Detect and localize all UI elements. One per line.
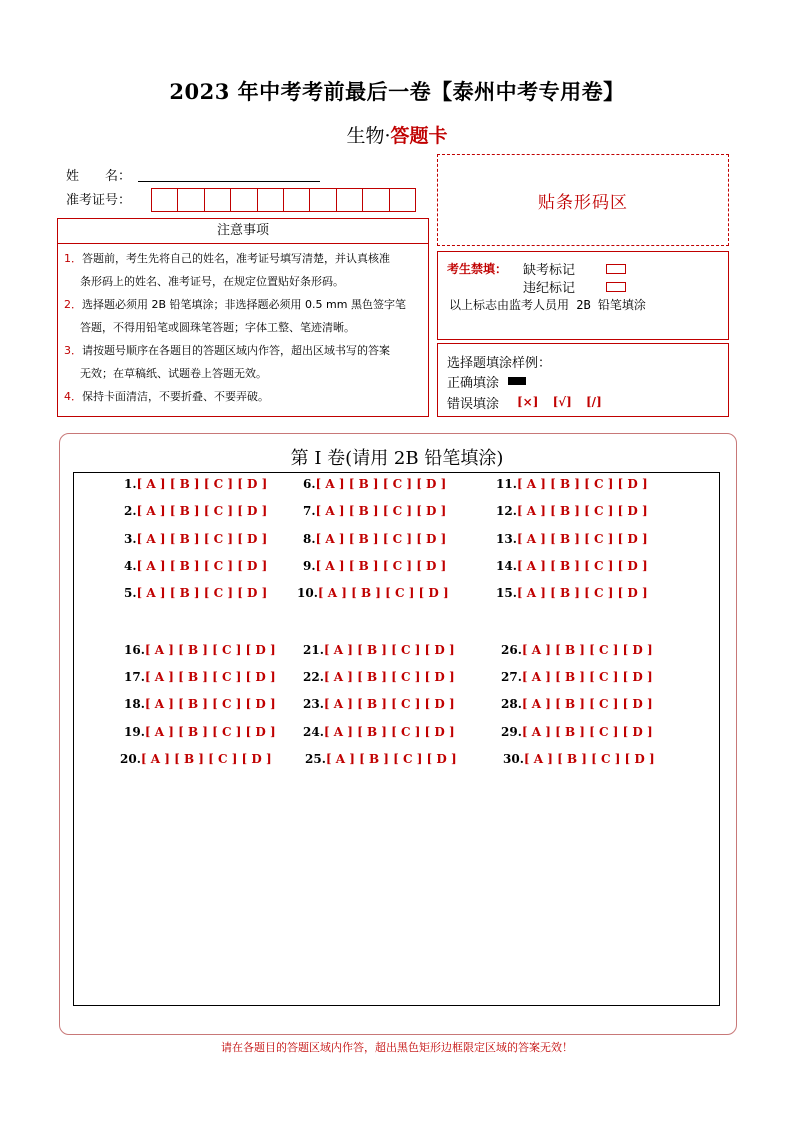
question-item[interactable] bbox=[124, 670, 276, 684]
answer-options[interactable]: [ A ] [ B ] [ C ] [ D ] bbox=[136, 477, 268, 491]
id-cell[interactable] bbox=[389, 188, 416, 212]
correct-fill-mark bbox=[508, 377, 526, 385]
id-number-grid[interactable] bbox=[151, 188, 416, 212]
question-item[interactable] bbox=[305, 752, 457, 766]
answer-options[interactable]: [ A ] [ B ] [ C ] [ D ] bbox=[136, 532, 268, 546]
question-item[interactable] bbox=[124, 725, 276, 739]
question-number: 24. bbox=[303, 725, 324, 739]
id-cell[interactable] bbox=[151, 188, 178, 212]
notice-text: 保持卡面清洁，不要折叠、不要弄破。 bbox=[82, 390, 269, 403]
notice-text: 答题，不得用铅笔或圆珠笔答题；字体工整、笔迹清晰。 bbox=[80, 321, 355, 334]
question-item[interactable] bbox=[496, 532, 648, 546]
violation-mark-label: 违纪标记 bbox=[523, 281, 576, 296]
notice-text: 条形码上的姓名、准考证号，在规定位置贴好条形码。 bbox=[80, 275, 344, 288]
answer-options[interactable]: [ A ] [ B ] [ C ] [ D ] bbox=[521, 670, 653, 684]
question-number: 6. bbox=[303, 477, 316, 491]
question-item[interactable] bbox=[303, 643, 455, 657]
question-item[interactable] bbox=[496, 504, 648, 518]
answer-options[interactable]: [ A ] [ B ] [ C ] [ D ] bbox=[516, 586, 648, 600]
answer-options[interactable]: [ A ] [ B ] [ C ] [ D ] bbox=[325, 752, 457, 766]
answer-options[interactable]: [ A ] [ B ] [ C ] [ D ] bbox=[144, 725, 276, 739]
question-number: 26. bbox=[501, 643, 522, 657]
question-item[interactable] bbox=[303, 477, 446, 491]
answer-options[interactable]: [ A ] [ B ] [ C ] [ D ] bbox=[323, 670, 455, 684]
notice-text: 选择题必须用 2B 铅笔填涂；非选择题必须用 0.5 mm 黑色签字笔 bbox=[82, 298, 406, 311]
notice-item bbox=[64, 339, 424, 385]
answer-options[interactable]: [ A ] [ B ] [ C ] [ D ] bbox=[315, 559, 447, 573]
question-number: 21. bbox=[303, 643, 324, 657]
id-cell[interactable] bbox=[204, 188, 231, 212]
answer-options[interactable]: [ A ] [ B ] [ C ] [ D ] bbox=[144, 643, 276, 657]
notice-item bbox=[64, 385, 424, 408]
question-item[interactable] bbox=[124, 643, 276, 657]
question-item[interactable] bbox=[120, 752, 272, 766]
answer-options[interactable]: [ A ] [ B ] [ C ] [ D ] bbox=[516, 559, 648, 573]
answer-options[interactable]: [ A ] [ B ] [ C ] [ D ] bbox=[516, 532, 648, 546]
question-number: 9. bbox=[303, 559, 316, 573]
id-cell[interactable] bbox=[309, 188, 336, 212]
question-number: 30. bbox=[503, 752, 524, 766]
notice-num: 3． bbox=[64, 344, 82, 357]
question-item[interactable] bbox=[303, 697, 455, 711]
question-item[interactable] bbox=[124, 697, 276, 711]
answer-options[interactable]: [ A ] [ B ] [ C ] [ D ] bbox=[315, 477, 447, 491]
notice-text: 答题前，考生先将自己的姓名，准考证号填写清楚，并认真核准 bbox=[82, 252, 390, 265]
notice-num: 4． bbox=[64, 390, 82, 403]
section-title: 第 I 卷(请用 2B 铅笔填涂) bbox=[290, 448, 504, 469]
answer-options[interactable]: [ A ] [ B ] [ C ] [ D ] bbox=[315, 504, 447, 518]
name-label: 姓 名： bbox=[66, 169, 132, 184]
question-number: 8. bbox=[303, 532, 316, 546]
notice-title: 注意事项 bbox=[57, 218, 429, 244]
question-item[interactable] bbox=[303, 559, 446, 573]
question-item[interactable] bbox=[124, 559, 267, 573]
answer-options[interactable]: [ A ] [ B ] [ C ] [ D ] bbox=[521, 725, 653, 739]
question-number: 5. bbox=[124, 586, 137, 600]
name-field[interactable] bbox=[138, 181, 320, 182]
wrong-fill-marks: [×] [√] [/] bbox=[517, 395, 602, 409]
answer-options[interactable]: [ A ] [ B ] [ C ] [ D ] bbox=[516, 477, 648, 491]
page-title: 2023 年中考考前最后一卷【泰州中考专用卷】 bbox=[169, 79, 625, 104]
answer-options[interactable]: [ A ] [ B ] [ C ] [ D ] bbox=[140, 752, 272, 766]
answer-options[interactable]: [ A ] [ B ] [ C ] [ D ] bbox=[323, 643, 455, 657]
question-item[interactable] bbox=[501, 697, 653, 711]
id-label: 准考证号： bbox=[66, 193, 132, 208]
question-number: 28. bbox=[501, 697, 522, 711]
notice-text: 无效；在草稿纸、试题卷上答题无效。 bbox=[80, 367, 267, 380]
fill-sample-title: 选择题填涂样例： bbox=[447, 356, 552, 371]
question-number: 20. bbox=[120, 752, 141, 766]
question-number: 18. bbox=[124, 697, 145, 711]
proctor-title: 考生禁填： bbox=[447, 262, 508, 276]
question-item[interactable] bbox=[501, 670, 653, 684]
question-number: 27. bbox=[501, 670, 522, 684]
question-number: 13. bbox=[496, 532, 517, 546]
question-item[interactable] bbox=[496, 586, 648, 600]
answer-options[interactable]: [ A ] [ B ] [ C ] [ D ] bbox=[523, 752, 655, 766]
question-number: 4. bbox=[124, 559, 137, 573]
question-number: 10. bbox=[297, 586, 318, 600]
subtitle-subject: 生物· bbox=[346, 125, 391, 147]
answer-options[interactable]: [ A ] [ B ] [ C ] [ D ] bbox=[136, 559, 268, 573]
id-cell[interactable] bbox=[177, 188, 204, 212]
question-item[interactable] bbox=[496, 477, 648, 491]
answer-options[interactable]: [ A ] [ B ] [ C ] [ D ] bbox=[144, 670, 276, 684]
answer-options[interactable]: [ A ] [ B ] [ C ] [ D ] bbox=[317, 586, 449, 600]
notice-num: 2． bbox=[64, 298, 82, 311]
id-cell[interactable] bbox=[362, 188, 389, 212]
question-item[interactable] bbox=[124, 532, 267, 546]
answer-options[interactable]: [ A ] [ B ] [ C ] [ D ] bbox=[323, 697, 455, 711]
notice-box bbox=[57, 243, 429, 417]
notice-item bbox=[64, 293, 424, 339]
question-item[interactable] bbox=[124, 477, 267, 491]
answer-options[interactable]: [ A ] [ B ] [ C ] [ D ] bbox=[136, 586, 268, 600]
question-number: 11. bbox=[496, 477, 517, 491]
answer-options[interactable]: [ A ] [ B ] [ C ] [ D ] bbox=[323, 725, 455, 739]
answer-options[interactable]: [ A ] [ B ] [ C ] [ D ] bbox=[521, 643, 653, 657]
question-number: 25. bbox=[305, 752, 326, 766]
barcode-area bbox=[437, 154, 729, 246]
question-number: 17. bbox=[124, 670, 145, 684]
violation-mark-box[interactable] bbox=[606, 282, 626, 292]
question-item[interactable] bbox=[496, 559, 648, 573]
question-number: 19. bbox=[124, 725, 145, 739]
answer-options[interactable]: [ A ] [ B ] [ C ] [ D ] bbox=[144, 697, 276, 711]
answer-options[interactable]: [ A ] [ B ] [ C ] [ D ] bbox=[136, 504, 268, 518]
question-item[interactable] bbox=[297, 586, 449, 600]
id-cell[interactable] bbox=[336, 188, 363, 212]
notice-num: 1． bbox=[64, 252, 82, 265]
question-item[interactable] bbox=[124, 586, 267, 600]
question-item[interactable] bbox=[303, 532, 446, 546]
question-number: 15. bbox=[496, 586, 517, 600]
question-number: 2. bbox=[124, 504, 137, 518]
notice-text: 请按题号顺序在各题目的答题区域内作答，超出区域书写的答案 bbox=[82, 344, 390, 357]
absent-mark-box[interactable] bbox=[606, 264, 626, 274]
id-cell[interactable] bbox=[257, 188, 284, 212]
answer-area bbox=[73, 472, 720, 1006]
footer-warning: 请在各题目的答题区域内作答，超出黑色矩形边框限定区域的答案无效！ bbox=[221, 1041, 573, 1054]
question-item[interactable] bbox=[124, 504, 267, 518]
question-item[interactable] bbox=[303, 504, 446, 518]
proctor-note: 以上标志由监考人员用 2B 铅笔填涂 bbox=[449, 298, 646, 312]
question-number: 1. bbox=[124, 477, 137, 491]
correct-fill-label: 正确填涂 bbox=[447, 376, 500, 391]
question-number: 29. bbox=[501, 725, 522, 739]
id-cell[interactable] bbox=[230, 188, 257, 212]
subtitle-answer-sheet: 答题卡 bbox=[390, 125, 448, 147]
question-item[interactable] bbox=[501, 643, 653, 657]
question-number: 3. bbox=[124, 532, 137, 546]
question-item[interactable] bbox=[303, 725, 455, 739]
answer-options[interactable]: [ A ] [ B ] [ C ] [ D ] bbox=[521, 697, 653, 711]
question-number: 14. bbox=[496, 559, 517, 573]
page-subtitle bbox=[0, 121, 794, 148]
question-number: 23. bbox=[303, 697, 324, 711]
question-number: 22. bbox=[303, 670, 324, 684]
question-number: 12. bbox=[496, 504, 517, 518]
question-item[interactable] bbox=[303, 670, 455, 684]
answer-options[interactable]: [ A ] [ B ] [ C ] [ D ] bbox=[516, 504, 648, 518]
question-number: 7. bbox=[303, 504, 316, 518]
question-item[interactable] bbox=[503, 752, 655, 766]
question-item[interactable] bbox=[501, 725, 653, 739]
question-number: 16. bbox=[124, 643, 145, 657]
barcode-label: 贴条形码区 bbox=[538, 192, 628, 213]
wrong-fill-label: 错误填涂 bbox=[447, 397, 500, 412]
absent-mark-label: 缺考标记 bbox=[523, 263, 576, 278]
notice-item bbox=[64, 247, 424, 293]
answer-options[interactable]: [ A ] [ B ] [ C ] [ D ] bbox=[315, 532, 447, 546]
id-cell[interactable] bbox=[283, 188, 310, 212]
